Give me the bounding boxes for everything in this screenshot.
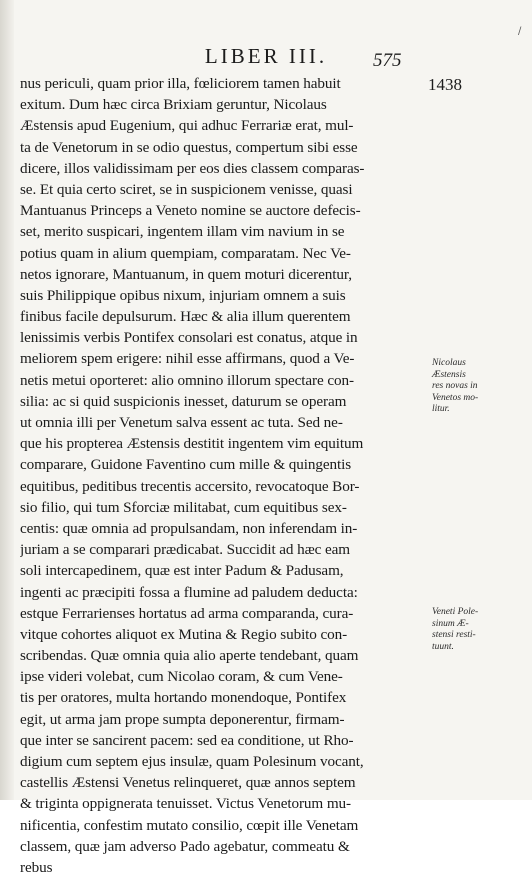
text-line: scribendas. Quæ omnia quia alio aperte tendebant, quam	[20, 647, 359, 665]
text-line: finibus facile depulsurum. Hæc & alia illum querentem	[20, 308, 351, 326]
text-line: suis Philippique opibus nixum, injuriam omnem a suis	[20, 286, 346, 304]
corner-mark: /	[518, 26, 522, 37]
text-line: centis: quæ omnia ad propulsandam, non inferendam in-	[20, 519, 358, 537]
page-number: 575	[373, 50, 402, 71]
text-line: que inter se sancirent pacem: sed ea conditione, ut Rho-	[20, 731, 354, 749]
margin-note-line: Æstensis	[432, 369, 466, 380]
text-line: & triginta oppignerata tenuisset. Victus Venetorum mu-	[20, 795, 351, 813]
text-line: netis metui oporteret: alio omnino illorum spectare con-	[20, 371, 354, 389]
page-header	[0, 44, 532, 74]
page-gutter-shadow	[0, 0, 14, 800]
margin-note-line: Venetos mo-	[432, 392, 479, 403]
text-line: classem, quæ jam adverso Pado agebatur, commeatu &	[20, 837, 350, 855]
text-line: se. Et quia certo sciret, se in suspicionem venisse, quasi	[20, 180, 353, 198]
text-line: lenissimis verbis Pontifex consolari est conatus, atque in	[20, 329, 358, 347]
text-line: estque Ferrarienses hortatus ad arma comparanda, cura-	[20, 604, 354, 622]
margin-note-line: sinum Æ-	[432, 618, 469, 629]
main-text-block	[20, 73, 438, 878]
text-line: comparare, Guidone Faventino cum mille & quingentis	[20, 456, 352, 474]
margin-note-line: Nicolaus	[432, 358, 466, 368]
text-line: silia: ac si quid suspicionis inesset, daturum se operam	[20, 392, 347, 410]
text-line: ta de Venetorum in se odio questus, compertum sibi esse	[20, 138, 358, 156]
text-line: vitque cohortes aliquot ex Mutina & Regio subito con-	[20, 625, 348, 643]
text-line: ut omnia illi per Venetum salva essent ac tuta. Sed ne-	[20, 414, 343, 431]
text-line: exitum. Dum hæc circa Brixiam geruntur, Nicolaus	[20, 96, 327, 114]
text-line: dicere, illos validissimam per eos dies classem comparas-	[20, 159, 365, 177]
year-marker: 1438	[428, 75, 462, 94]
text-line: nus periculi, quam prior illa, fœliciorem tamen habuit	[20, 75, 341, 92]
text-line: rebus	[20, 858, 53, 876]
text-line: juriam a se comparari prædicabat. Succidit ad hæc eam	[20, 541, 350, 559]
text-line: netos ignorare, Mantuanum, in quem moturi dicerentur,	[20, 265, 352, 283]
text-line: set, merito suspicari, ingentem illam vim navium in se	[20, 223, 345, 241]
text-line: tis per oratores, multa hortando monendoque, Pontifex	[20, 689, 347, 707]
text-line: soli intercapedinem, quæ est inter Padum & Padusam,	[20, 562, 344, 580]
margin-note-line: stensi resti-	[432, 630, 476, 640]
margin-note-veneti	[432, 607, 522, 653]
text-line: egit, ut arma jam prope sumpta deponerentur, firmam-	[20, 710, 345, 728]
text-line: ipse videri volebat, cum Nicolao coram, & cum Vene-	[20, 668, 343, 686]
margin-note-nicolaus	[432, 358, 522, 416]
text-line: equitibus, peditibus trecentis accersito, revocatoque Bor-	[20, 477, 360, 495]
running-title: LIBER III.	[204, 44, 328, 68]
text-line: ingenti ac præcipiti fossa a flumine ad paludem deducta:	[20, 583, 358, 601]
margin-note-line: Veneti Pole-	[432, 607, 479, 617]
text-line: digium cum septem ejus insulæ, quam Polesinum vocant,	[20, 753, 364, 770]
text-line: que his propterea Æstensis destitit ingentem vim equitum	[20, 435, 364, 453]
text-line: potius quam in alium quempiam, comparatam. Nec Ve-	[20, 244, 351, 262]
text-line: Æstensis apud Eugenium, qui adhuc Ferrariæ erat, mul-	[20, 117, 354, 135]
text-line: nificentia, confestim mutato consilio, cœpit ille Venetam	[20, 816, 359, 834]
text-line: sio filio, qui tum Sforciæ militabat, cum equitibus sex-	[20, 498, 347, 516]
text-line: castellis Æstensi Venetus relinqueret, quæ annos septem	[20, 774, 356, 792]
margin-note-line: tuunt.	[432, 641, 454, 652]
text-line: Mantuanus Princeps a Veneto nomine se auctore defecis-	[20, 202, 361, 220]
margin-note-line: res novas in	[432, 381, 478, 391]
text-line: meliorem spem erigere: nihil esse affirmans, quod a Ve-	[20, 350, 355, 368]
margin-note-line: litur.	[432, 404, 450, 414]
